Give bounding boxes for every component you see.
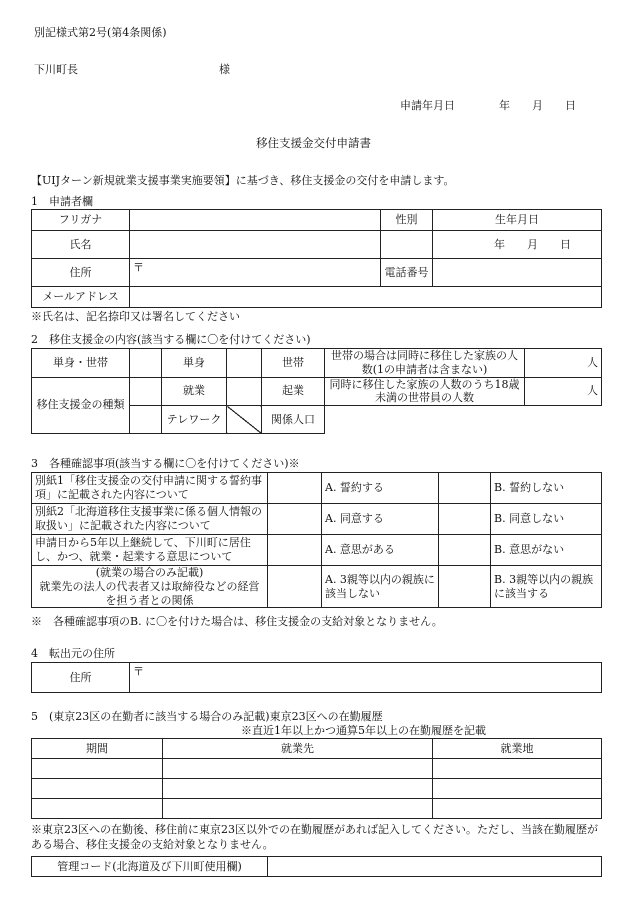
location-field[interactable]	[433, 779, 602, 799]
minor-count-note: 同時に移住した家族の人数のうち18歳未満の世帯員の人数	[325, 377, 525, 406]
option-b-check[interactable]	[439, 566, 491, 608]
section3-heading: 3 各種確認事項(該当する欄に〇を付けてください)※	[31, 457, 300, 470]
previous-address-label: 住所	[32, 663, 130, 693]
confirmation-table	[31, 472, 602, 608]
household-count-field[interactable]	[525, 349, 602, 378]
option-a-label: A. 同意する	[322, 504, 439, 535]
gender-label: 性別	[381, 210, 433, 231]
employment-check[interactable]	[130, 377, 162, 406]
management-code-table	[31, 856, 602, 877]
option-b-check[interactable]	[439, 473, 491, 504]
person-unit: 人	[587, 355, 598, 369]
management-code-label: 管理コード(北海道及び下川町使用欄)	[32, 857, 268, 877]
work-history-table	[31, 738, 602, 819]
telework-check[interactable]	[130, 406, 162, 434]
option-a-check[interactable]	[268, 535, 322, 566]
location-field[interactable]	[433, 759, 602, 779]
application-date: 申請年月日 年 月 日	[400, 99, 576, 112]
applicant-table	[31, 209, 602, 308]
section3-note: ※ 各種確認事項のB. に〇を付けた場合は、移住支援金の支給対象となりません。	[31, 615, 443, 628]
support-content-table	[31, 348, 602, 434]
option-b-label: B. 同意しない	[491, 504, 602, 535]
period-field[interactable]	[32, 759, 163, 779]
diagonal-cell	[227, 406, 262, 434]
section2-heading: 2 移住支援金の内容(該当する欄に〇を付けてください)	[31, 333, 311, 346]
single-label: 単身	[162, 349, 227, 378]
gender-field[interactable]	[381, 231, 433, 259]
confirmation-item	[32, 566, 268, 608]
section1-note: ※氏名は、記名捺印又は署名してください	[31, 310, 240, 323]
startup-label: 起業	[262, 377, 325, 406]
document-title: 移住支援金交付申請書	[256, 136, 371, 150]
employer-header: 就業先	[163, 739, 433, 759]
form-id: 別記様式第2号(第4条関係)	[34, 26, 167, 39]
option-b-label: B. 意思がない	[491, 535, 602, 566]
email-label: メールアドレス	[32, 287, 130, 308]
confirmation-item: 別紙2「北海道移住支援事業に係る個人情報の取扱い」に記載された内容について	[32, 504, 268, 535]
item-line2: 就業先の法人の代表者又は取締役などの経営を担う者との関係	[39, 579, 260, 607]
person-unit: 人	[587, 384, 598, 398]
section5-heading: 5 (東京23区の在勤者に該当する場合のみ記載)東京23区への在勤履歴	[31, 710, 383, 723]
period-field[interactable]	[32, 779, 163, 799]
option-a-label: A. 3親等以内の親族に該当しない	[322, 566, 439, 608]
empty-cell	[525, 406, 602, 434]
addressee-suffix: 様	[219, 63, 230, 76]
support-type-label: 移住支援金の種類	[32, 377, 130, 434]
postal-mark: 〒	[133, 665, 144, 678]
option-a-check[interactable]	[268, 504, 322, 535]
minor-count-field[interactable]	[525, 377, 602, 406]
item-line1: (就業の場合のみ記載)	[95, 566, 204, 579]
addressee: 下川町長	[34, 63, 78, 76]
furigana-field[interactable]	[130, 210, 381, 231]
household-label: 世帯	[262, 349, 325, 378]
location-header: 就業地	[433, 739, 602, 759]
single-check[interactable]	[130, 349, 162, 378]
option-a-label: A. 誓約する	[322, 473, 439, 504]
confirmation-item: 別紙1「移住支援金の交付申請に関する誓約事項」に記載された内容について	[32, 473, 268, 504]
section5-note: ※東京23区への在勤後、移住前に東京23区以外での在勤履歴があれば記入してください。ただし、当該在勤履歴がある場合、移住支援金の支給対象となりません。	[31, 823, 598, 851]
period-field[interactable]	[32, 799, 163, 819]
employer-field[interactable]	[163, 779, 433, 799]
single-household-label: 単身・世帯	[32, 349, 130, 378]
option-b-label: B. 3親等以内の親族に該当する	[491, 566, 602, 608]
option-a-check[interactable]	[268, 473, 322, 504]
section1-heading: 1 申請者欄	[31, 195, 93, 208]
employment-label: 就業	[162, 377, 227, 406]
postal-mark: 〒	[133, 261, 144, 274]
section4-heading: 4 転出元の住所	[31, 647, 115, 660]
option-a-label: A. 意思がある	[322, 535, 439, 566]
employer-field[interactable]	[163, 799, 433, 819]
furigana-label: フリガナ	[32, 210, 130, 231]
option-a-check[interactable]	[268, 566, 322, 608]
household-check[interactable]	[227, 349, 262, 378]
related-population-label: 関係人口	[262, 406, 325, 434]
period-header: 期間	[32, 739, 163, 759]
startup-check[interactable]	[227, 377, 262, 406]
household-count-note: 世帯の場合は同時に移住した家族の人数(1の申請者は含まない)	[325, 349, 525, 378]
confirmation-item: 申請日から5年以上継続して、下川町に居住し、かつ、就業・起業する意思について	[32, 535, 268, 566]
location-field[interactable]	[433, 799, 602, 819]
section5-subheading: ※直近1年以上かつ通算5年以上の在勤履歴を記載	[241, 724, 486, 737]
employer-field[interactable]	[163, 759, 433, 779]
name-field[interactable]	[130, 231, 381, 259]
option-b-check[interactable]	[439, 535, 491, 566]
phone-label: 電話番号	[381, 259, 433, 287]
previous-address-table	[31, 662, 602, 693]
name-label: 氏名	[32, 231, 130, 259]
option-b-label: B. 誓約しない	[491, 473, 602, 504]
intro-text: 【UIJターン新規就業支援事業実施要領】に基づき、移住支援金の交付を申請します。	[31, 174, 455, 187]
empty-cell	[325, 406, 525, 434]
previous-address-field[interactable]	[130, 663, 602, 693]
option-b-check[interactable]	[439, 504, 491, 535]
address-field[interactable]	[130, 259, 381, 287]
email-field[interactable]	[130, 287, 602, 308]
phone-field[interactable]	[433, 259, 602, 287]
birthdate-label: 生年月日	[433, 210, 602, 231]
birthdate-field[interactable]: 年 月 日	[433, 231, 602, 259]
management-code-field[interactable]	[268, 857, 602, 877]
address-label: 住所	[32, 259, 130, 287]
telework-label: テレワーク	[162, 406, 227, 434]
